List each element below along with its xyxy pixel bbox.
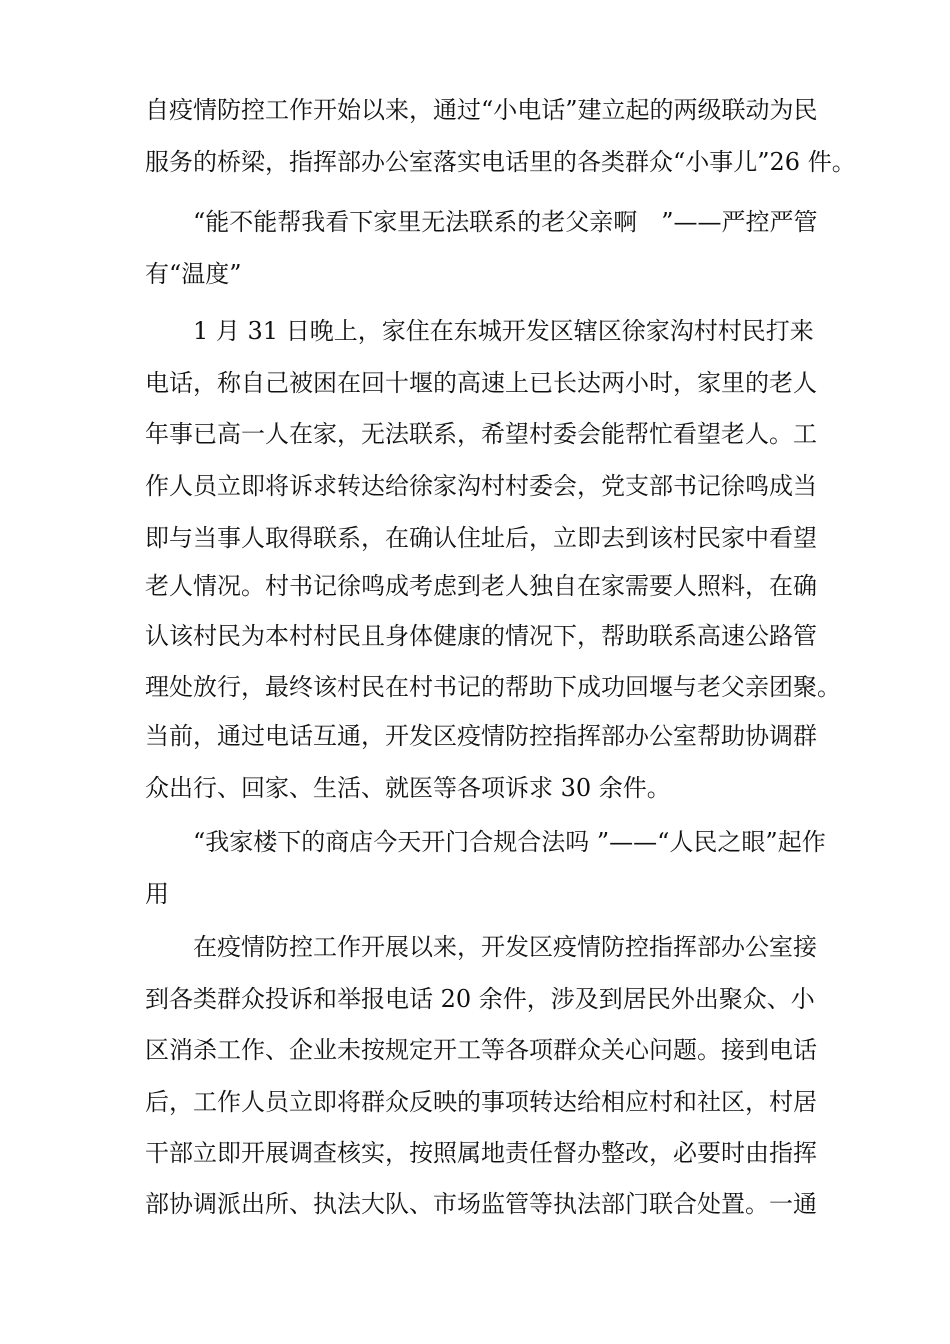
text-line: 作人员立即将诉求转达给徐家沟村村委会，党支部书记徐鸣成当	[145, 472, 817, 500]
text-line: 众出行、回家、生活、就医等各项诉求 30 余件。	[145, 774, 671, 802]
text-line: 在疫情防控工作开展以来，开发区疫情防控指挥部办公室接	[193, 933, 817, 961]
text-line: 老人情况。村书记徐鸣成考虑到老人独自在家需要人照料，在确	[145, 572, 817, 600]
text-line: 有“温度”	[145, 260, 242, 288]
text-line: 干部立即开展调查核实，按照属地责任督办整改，必要时由指挥	[145, 1139, 817, 1167]
text-line: 1 月 31 日晚上，家住在东城开发区辖区徐家沟村村民打来	[193, 317, 814, 345]
text-line: 服务的桥梁，指挥部办公室落实电话里的各类群众“小事儿”26 件。	[145, 148, 856, 176]
text-line: “我家楼下的商店今天开门合规合法吗 ”——“人民之眼”起作	[193, 828, 826, 856]
text-line: 电话，称自己被困在回十堰的高速上已长达两小时，家里的老人	[145, 369, 817, 397]
text-line: 用	[145, 880, 169, 908]
text-line: 理处放行，最终该村民在村书记的帮助下成功回堰与老父亲团聚。	[145, 673, 841, 701]
text-line: 后，工作人员立即将群众反映的事项转达给相应村和社区，村居	[145, 1088, 817, 1116]
text-line: 认该村民为本村村民且身体健康的情况下，帮助联系高速公路管	[145, 622, 817, 650]
text-line: 区消杀工作、企业未按规定开工等各项群众关心问题。接到电话	[145, 1036, 817, 1064]
text-line: 即与当事人取得联系，在确认住址后，立即去到该村民家中看望	[145, 524, 817, 552]
text-line: 年事已高一人在家，无法联系，希望村委会能帮忙看望老人。工	[145, 420, 817, 448]
text-line: 部协调派出所、执法大队、市场监管等执法部门联合处置。一通	[145, 1190, 817, 1218]
text-line: “能不能帮我看下家里无法联系的老父亲啊 ”——严控严管	[193, 208, 818, 236]
text-line: 到各类群众投诉和举报电话 20 余件，涉及到居民外出聚众、小	[145, 985, 815, 1013]
text-line: 当前，通过电话互通，开发区疫情防控指挥部办公室帮助协调群	[145, 722, 817, 750]
text-line: 自疫情防控工作开始以来，通过“小电话”建立起的两级联动为民	[145, 96, 818, 124]
